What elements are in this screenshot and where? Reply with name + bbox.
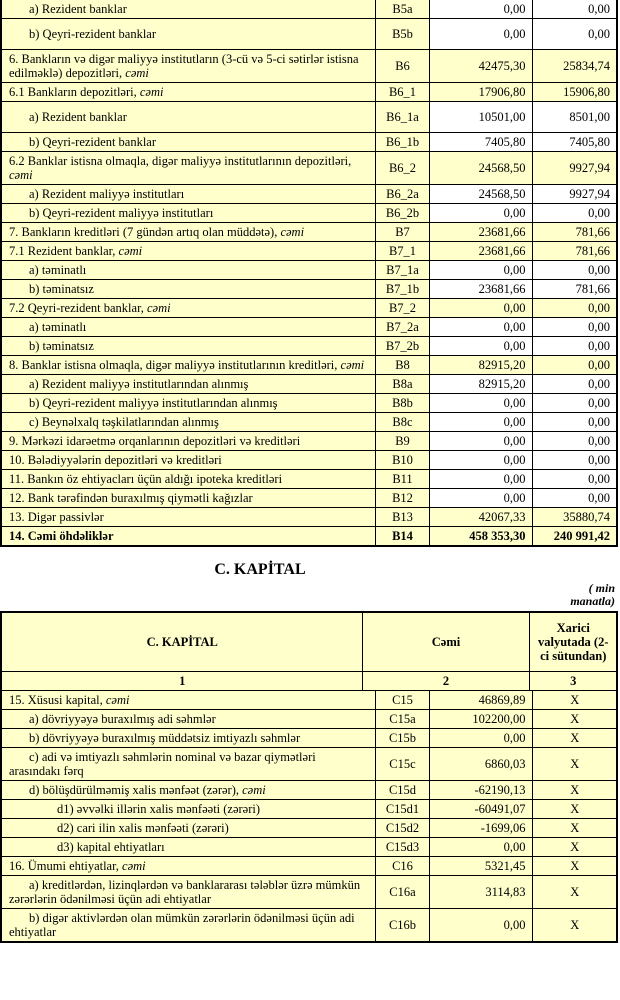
row-code: B13 bbox=[375, 508, 429, 527]
row-label: d2) cari ilin xalis mənfəəti (zərəri) bbox=[1, 819, 375, 838]
liabilities-row bbox=[1, 375, 617, 394]
liabilities-row bbox=[1, 470, 617, 489]
capital-section-title: C. KAPİTAL bbox=[214, 561, 306, 578]
row-label: 9. Mərkəzi idarəetmə orqanlarının depozitləri və kreditləri bbox=[1, 432, 375, 451]
row-label: 14. Cəmi öhdəliklər bbox=[1, 527, 375, 547]
row-fx-x-mark: X bbox=[532, 729, 617, 748]
row-total-value: 0,00 bbox=[429, 394, 532, 413]
row-fx-value: 0,00 bbox=[532, 261, 617, 280]
row-total-value: 0,00 bbox=[429, 337, 532, 356]
row-label: a) kreditlərdən, lizinqlərdən və banklararası tələblər üzrə mümkün zərərlərin ödənilməsi üçün adi ehtiyatlar bbox=[1, 876, 375, 909]
row-total-value: 46869,89 bbox=[429, 691, 532, 710]
row-total-value: -62190,13 bbox=[429, 781, 532, 800]
row-code: C16 bbox=[375, 857, 429, 876]
row-fx-x-mark: X bbox=[532, 838, 617, 857]
row-total-value: 0,00 bbox=[429, 19, 532, 50]
row-total-value: 42475,30 bbox=[429, 50, 532, 83]
column-number-1: 1 bbox=[1, 672, 362, 691]
row-fx-value: 8501,00 bbox=[532, 102, 617, 133]
row-fx-value: 0,00 bbox=[532, 204, 617, 223]
capital-row bbox=[1, 838, 617, 857]
capital-header-fx: Xarici valyutada (2-ci sütundan) bbox=[529, 612, 617, 672]
liabilities-row bbox=[1, 0, 617, 19]
row-total-value: 0,00 bbox=[429, 489, 532, 508]
row-code: C15 bbox=[375, 691, 429, 710]
row-fx-value: 7405,80 bbox=[532, 133, 617, 152]
row-code: C15d bbox=[375, 781, 429, 800]
row-fx-value: 0,00 bbox=[532, 0, 617, 19]
liabilities-row bbox=[1, 133, 617, 152]
row-fx-value: 781,66 bbox=[532, 242, 617, 261]
row-label: b) Qeyri-rezident banklar bbox=[1, 133, 375, 152]
row-label: b) Qeyri-rezident maliyyə institutlarından alınmış bbox=[1, 394, 375, 413]
row-code: C16b bbox=[375, 909, 429, 943]
row-code: B8c bbox=[375, 413, 429, 432]
row-fx-value: 9927,94 bbox=[532, 152, 617, 185]
row-fx-value: 0,00 bbox=[532, 299, 617, 318]
row-total-value: 5321,45 bbox=[429, 857, 532, 876]
capital-row bbox=[1, 876, 617, 909]
row-fx-value: 0,00 bbox=[532, 356, 617, 375]
row-fx-value: 0,00 bbox=[532, 318, 617, 337]
row-total-value: 7405,80 bbox=[429, 133, 532, 152]
capital-row bbox=[1, 800, 617, 819]
row-fx-x-mark: X bbox=[532, 909, 617, 943]
row-label: b) təminatsız bbox=[1, 337, 375, 356]
liabilities-row bbox=[1, 394, 617, 413]
row-code: B6_2 bbox=[375, 152, 429, 185]
row-label: d3) kapital ehtiyatları bbox=[1, 838, 375, 857]
liabilities-row bbox=[1, 451, 617, 470]
row-fx-value: 0,00 bbox=[532, 375, 617, 394]
row-code: B10 bbox=[375, 451, 429, 470]
row-total-value: 23681,66 bbox=[429, 223, 532, 242]
row-fx-value: 0,00 bbox=[532, 19, 617, 50]
row-total-value: 0,00 bbox=[429, 261, 532, 280]
row-fx-value: 0,00 bbox=[532, 394, 617, 413]
row-label: d) bölüşdürülməmiş xalis mənfəət (zərər), cəmi bbox=[1, 781, 375, 800]
row-fx-x-mark: X bbox=[532, 710, 617, 729]
liabilities-row bbox=[1, 489, 617, 508]
row-label: 6. Bankların və digər maliyyə institutların (3-cü və 5-ci sətirlər istisna edilməklə) depozitləri, cəmi bbox=[1, 50, 375, 83]
row-total-value: 0,00 bbox=[429, 0, 532, 19]
row-label: b) Qeyri-rezident maliyyə institutları bbox=[1, 204, 375, 223]
row-total-value: 0,00 bbox=[429, 909, 532, 943]
row-label: 7. Bankların kreditləri (7 gündən artıq olan müddətə), cəmi bbox=[1, 223, 375, 242]
liabilities-row bbox=[1, 102, 617, 133]
row-total-value: 0,00 bbox=[429, 204, 532, 223]
row-total-value: 0,00 bbox=[429, 470, 532, 489]
row-fx-value: 9927,94 bbox=[532, 185, 617, 204]
capital-row bbox=[1, 710, 617, 729]
row-label: a) Rezident maliyyə institutları bbox=[1, 185, 375, 204]
row-label: 15. Xüsusi kapital, cəmi bbox=[1, 691, 375, 710]
row-code: B7 bbox=[375, 223, 429, 242]
row-fx-value: 15906,80 bbox=[532, 83, 617, 102]
unit-note bbox=[0, 582, 615, 608]
liabilities-row bbox=[1, 83, 617, 102]
row-code: B6_2b bbox=[375, 204, 429, 223]
row-code: B7_1a bbox=[375, 261, 429, 280]
row-total-value: 3114,83 bbox=[429, 876, 532, 909]
row-code: C15d2 bbox=[375, 819, 429, 838]
liabilities-row bbox=[1, 432, 617, 451]
unit-note-line1: ( min bbox=[588, 581, 615, 595]
liabilities-row bbox=[1, 299, 617, 318]
capital-row bbox=[1, 819, 617, 838]
row-code: B6_2a bbox=[375, 185, 429, 204]
row-label: 6.1 Bankların depozitləri, cəmi bbox=[1, 83, 375, 102]
liabilities-row bbox=[1, 261, 617, 280]
row-fx-value: 25834,74 bbox=[532, 50, 617, 83]
row-total-value: -1699,06 bbox=[429, 819, 532, 838]
unit-note-line2: manatla) bbox=[570, 593, 615, 608]
row-fx-x-mark: X bbox=[532, 800, 617, 819]
liabilities-row bbox=[1, 318, 617, 337]
row-code: B8 bbox=[375, 356, 429, 375]
capital-row bbox=[1, 857, 617, 876]
liabilities-row bbox=[1, 152, 617, 185]
capital-row bbox=[1, 909, 617, 943]
row-label: a) Rezident banklar bbox=[1, 102, 375, 133]
row-fx-x-mark: X bbox=[532, 876, 617, 909]
row-code: C16a bbox=[375, 876, 429, 909]
row-total-value: 102200,00 bbox=[429, 710, 532, 729]
row-total-value: 0,00 bbox=[429, 838, 532, 857]
row-label: 11. Bankın öz ehtiyacları üçün aldığı ipoteka kreditləri bbox=[1, 470, 375, 489]
row-total-value: -60491,07 bbox=[429, 800, 532, 819]
column-number-2: 2 bbox=[362, 672, 529, 691]
row-label: a) Rezident maliyyə institutlarından alınmış bbox=[1, 375, 375, 394]
row-code: C15a bbox=[375, 710, 429, 729]
row-label: 7.2 Qeyri-rezident banklar, cəmi bbox=[1, 299, 375, 318]
row-total-value: 17906,80 bbox=[429, 83, 532, 102]
row-fx-value: 35880,74 bbox=[532, 508, 617, 527]
row-label: b) təminatsız bbox=[1, 280, 375, 299]
row-code: B5b bbox=[375, 19, 429, 50]
column-number-3: 3 bbox=[529, 672, 617, 691]
row-fx-value: 0,00 bbox=[532, 337, 617, 356]
capital-row bbox=[1, 729, 617, 748]
row-label: a) təminatlı bbox=[1, 318, 375, 337]
capital-header-total: Cəmi bbox=[362, 612, 529, 672]
liabilities-row bbox=[1, 280, 617, 299]
row-label: d1) əvvəlki illərin xalis mənfəəti (zərəri) bbox=[1, 800, 375, 819]
capital-row bbox=[1, 748, 617, 781]
row-code: B8b bbox=[375, 394, 429, 413]
liabilities-row bbox=[1, 223, 617, 242]
liabilities-row bbox=[1, 242, 617, 261]
capital-header-name: C. KAPİTAL bbox=[1, 612, 362, 672]
row-label: 8. Banklar istisna olmaqla, digər maliyyə institutlarının kreditləri, cəmi bbox=[1, 356, 375, 375]
row-fx-value: 0,00 bbox=[532, 432, 617, 451]
row-fx-x-mark: X bbox=[532, 781, 617, 800]
row-label: b) digər aktivlərdən olan mümkün zərərlərin ödənilməsi üçün adi ehtiyatlar bbox=[1, 909, 375, 943]
capital-table bbox=[0, 691, 618, 943]
row-code: B5a bbox=[375, 0, 429, 19]
row-label: 10. Bələdiyyələrin depozitləri və kreditləri bbox=[1, 451, 375, 470]
row-code: B14 bbox=[375, 527, 429, 547]
row-code: B7_2 bbox=[375, 299, 429, 318]
liabilities-row bbox=[1, 508, 617, 527]
row-total-value: 6860,03 bbox=[429, 748, 532, 781]
row-fx-value: 0,00 bbox=[532, 413, 617, 432]
row-label: 16. Ümumi ehtiyatlar, cəmi bbox=[1, 857, 375, 876]
row-fx-x-mark: X bbox=[532, 819, 617, 838]
capital-row bbox=[1, 781, 617, 800]
row-fx-value: 240 991,42 bbox=[532, 527, 617, 547]
liabilities-row bbox=[1, 413, 617, 432]
liabilities-row bbox=[1, 204, 617, 223]
row-label: c) adi və imtiyazlı səhmlərin nominal və bazar qiymətləri arasındakı fərq bbox=[1, 748, 375, 781]
row-fx-x-mark: X bbox=[532, 691, 617, 710]
row-code: B7_2a bbox=[375, 318, 429, 337]
row-total-value: 0,00 bbox=[429, 432, 532, 451]
row-label: b) dövriyyəyə buraxılmış müddətsiz imtiyazlı səhmlər bbox=[1, 729, 375, 748]
row-code: C15d1 bbox=[375, 800, 429, 819]
row-total-value: 0,00 bbox=[429, 318, 532, 337]
row-code: C15d3 bbox=[375, 838, 429, 857]
row-total-value: 10501,00 bbox=[429, 102, 532, 133]
capital-row bbox=[1, 691, 617, 710]
row-code: B6_1 bbox=[375, 83, 429, 102]
row-total-value: 42067,33 bbox=[429, 508, 532, 527]
capital-header-row bbox=[1, 612, 617, 672]
row-code: B12 bbox=[375, 489, 429, 508]
row-code: B9 bbox=[375, 432, 429, 451]
row-fx-x-mark: X bbox=[532, 857, 617, 876]
liabilities-row bbox=[1, 356, 617, 375]
row-code: B6_1a bbox=[375, 102, 429, 133]
row-label: a) dövriyyəyə buraxılmış adi səhmlər bbox=[1, 710, 375, 729]
row-total-value: 23681,66 bbox=[429, 280, 532, 299]
row-total-value: 82915,20 bbox=[429, 375, 532, 394]
row-code: C15c bbox=[375, 748, 429, 781]
row-label: b) Qeyri-rezident banklar bbox=[1, 19, 375, 50]
capital-table-header bbox=[0, 611, 618, 692]
row-code: B11 bbox=[375, 470, 429, 489]
row-code: B7_1b bbox=[375, 280, 429, 299]
liabilities-row bbox=[1, 50, 617, 83]
row-total-value: 23681,66 bbox=[429, 242, 532, 261]
row-code: B6_1b bbox=[375, 133, 429, 152]
row-fx-value: 0,00 bbox=[532, 451, 617, 470]
row-total-value: 458 353,30 bbox=[429, 527, 532, 547]
row-fx-value: 781,66 bbox=[532, 223, 617, 242]
row-fx-x-mark: X bbox=[532, 748, 617, 781]
row-total-value: 0,00 bbox=[429, 299, 532, 318]
row-label: a) təminatlı bbox=[1, 261, 375, 280]
row-label: 13. Digər passivlər bbox=[1, 508, 375, 527]
row-label: 12. Bank tərəfindən buraxılmış qiymətli kağızlar bbox=[1, 489, 375, 508]
liabilities-row bbox=[1, 185, 617, 204]
capital-numbering-row bbox=[1, 672, 617, 691]
row-total-value: 0,00 bbox=[429, 451, 532, 470]
row-label: 6.2 Banklar istisna olmaqla, digər maliyyə institutlarının depozitləri, cəmi bbox=[1, 152, 375, 185]
liabilities-row bbox=[1, 527, 617, 547]
row-fx-value: 781,66 bbox=[532, 280, 617, 299]
liabilities-row bbox=[1, 19, 617, 50]
row-total-value: 24568,50 bbox=[429, 185, 532, 204]
row-fx-value: 0,00 bbox=[532, 470, 617, 489]
row-code: B7_1 bbox=[375, 242, 429, 261]
row-total-value: 0,00 bbox=[429, 413, 532, 432]
row-total-value: 82915,20 bbox=[429, 356, 532, 375]
row-code: B7_2b bbox=[375, 337, 429, 356]
liabilities-row bbox=[1, 337, 617, 356]
row-code: B8a bbox=[375, 375, 429, 394]
row-label: c) Beynəlxalq təşkilatlarından alınmış bbox=[1, 413, 375, 432]
row-label: 7.1 Rezident banklar, cəmi bbox=[1, 242, 375, 261]
row-code: B6 bbox=[375, 50, 429, 83]
row-total-value: 24568,50 bbox=[429, 152, 532, 185]
row-total-value: 0,00 bbox=[429, 729, 532, 748]
row-fx-value: 0,00 bbox=[532, 489, 617, 508]
row-label: a) Rezident banklar bbox=[1, 0, 375, 19]
row-code: C15b bbox=[375, 729, 429, 748]
